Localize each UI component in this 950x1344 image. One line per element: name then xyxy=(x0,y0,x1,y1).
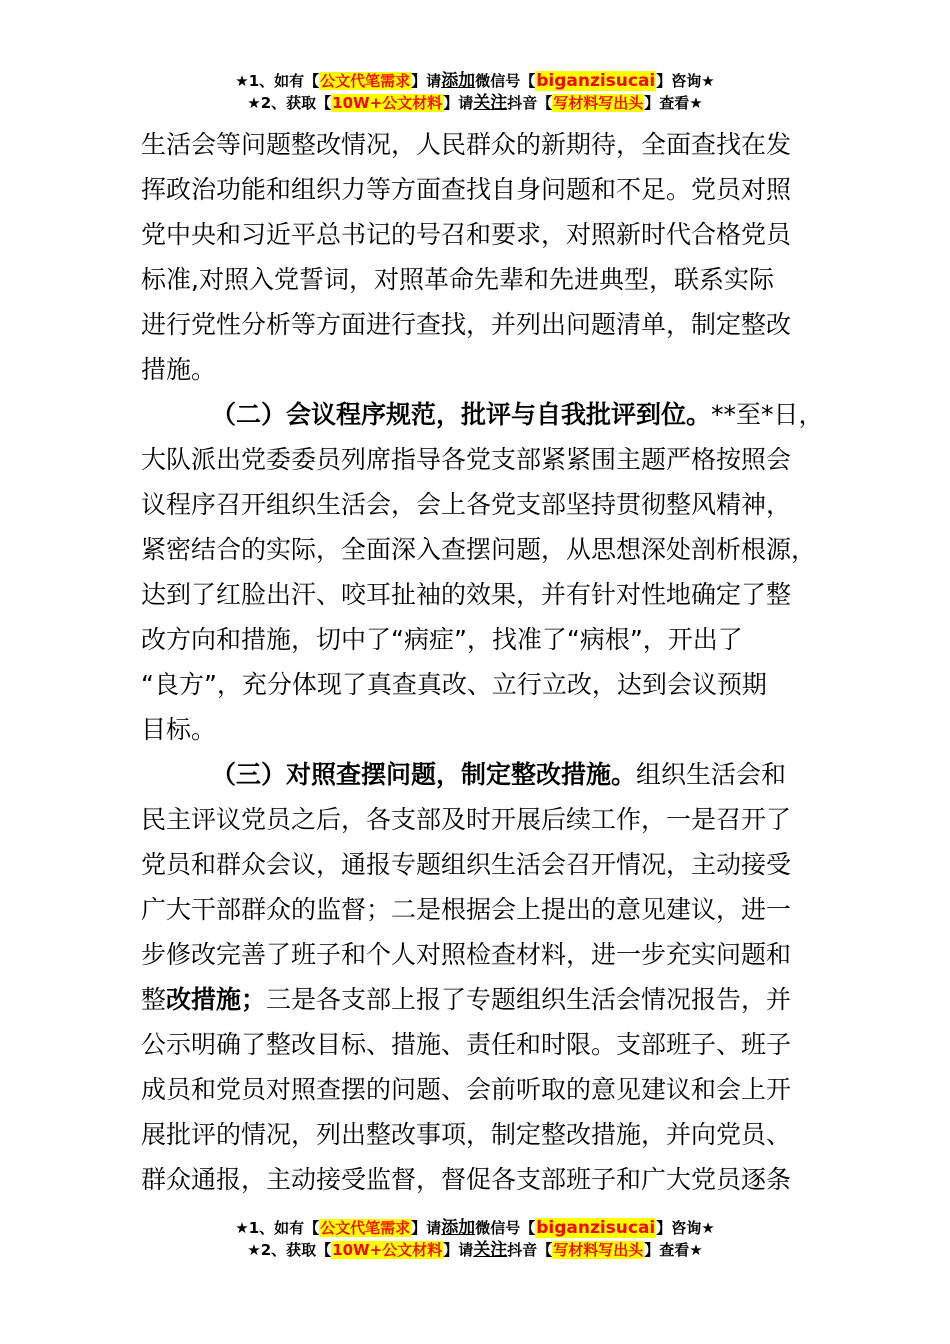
body-line: 标准,对照入党誓词，对照革命先辈和先进典型，联系实际 xyxy=(141,265,774,294)
highlight-wechat-id: biganzisucai xyxy=(536,71,656,91)
header-banner xyxy=(0,70,950,114)
banner-text: 微信号【 xyxy=(475,1219,536,1237)
highlight-service: 公文代笔需求 xyxy=(320,72,411,90)
underlined-follow: 关注 xyxy=(473,93,508,113)
body-line: 公示明确了整改目标、措施、责任和时限。支部班子、班子 xyxy=(141,1030,792,1059)
highlight-wechat-id: biganzisucai xyxy=(536,1218,656,1238)
body-line: 议程序召开组织生活会，会上各党支部坚持贯彻整风精神， xyxy=(141,490,792,519)
body-line: 广大干部群众的监督；二是根据会上提出的意见建议，进一 xyxy=(141,895,792,924)
body-line: 成员和党员对照查摆的问题、会前听取的意见建议和会上开 xyxy=(141,1075,792,1104)
banner-text: ★1、如有【 xyxy=(235,1219,320,1237)
section-2-heading: （二）会议程序规范，批评与自我批评到位。 xyxy=(211,400,712,429)
document-body xyxy=(141,122,824,1202)
banner-text: ★2、获取【 xyxy=(247,94,332,112)
highlight-douyin: 写材料写出头 xyxy=(553,94,644,112)
body-line: 达到了红脸出汗、咬耳扯袖的效果，并有针对性地确定了整 xyxy=(141,580,792,609)
banner-text: ★1、如有【 xyxy=(235,72,320,90)
highlight-douyin: 写材料写出头 xyxy=(553,1241,644,1259)
bold-text: 改措施； xyxy=(166,985,267,1014)
banner-line-2 xyxy=(0,92,950,114)
banner-text: 】请 xyxy=(411,1219,442,1237)
banner-text: 】请 xyxy=(443,94,474,112)
body-line: 党中央和习近平总书记的号召和要求，对照新时代合格党员 xyxy=(141,220,792,249)
banner-text: 】请 xyxy=(443,1241,474,1259)
body-line: 挥政治功能和组织力等方面查找自身问题和不足。党员对照 xyxy=(141,175,792,204)
underlined-add: 添加 xyxy=(441,1218,476,1238)
highlight-service: 公文代笔需求 xyxy=(320,1219,411,1237)
highlight-materials: 10W+公文材料 xyxy=(332,94,443,112)
banner-line-1 xyxy=(0,1217,950,1239)
body-line: 步修改完善了班子和个人对照检查材料，进一步充实问题和 xyxy=(141,940,792,969)
banner-text: 抖音【 xyxy=(507,1241,553,1259)
section-2-first-line xyxy=(141,392,824,437)
banner-text: 】查看★ xyxy=(644,1241,703,1259)
banner-line-1 xyxy=(0,70,950,92)
body-line: 群众通报，主动接受监督，督促各支部班子和广大党员逐条 xyxy=(141,1165,792,1194)
banner-text: 抖音【 xyxy=(507,94,553,112)
body-text: **至*日， xyxy=(711,400,824,429)
footer-banner xyxy=(0,1217,950,1261)
highlight-materials: 10W+公文材料 xyxy=(332,1241,443,1259)
banner-text: 】请 xyxy=(411,72,442,90)
body-line-mixed xyxy=(141,977,821,1022)
banner-text: 】查看★ xyxy=(644,94,703,112)
body-text: 三是各支部上报了专题组织生活会情况报告，并 xyxy=(266,985,792,1014)
underlined-follow: 关注 xyxy=(473,1240,508,1260)
body-text: 组织生活会和 xyxy=(636,760,787,789)
body-text: 整 xyxy=(141,985,167,1014)
body-line: 紧密结合的实际，全面深入查摆问题，从思想深处剖析根源， xyxy=(141,535,817,564)
body-line: 进行党性分析等方面进行查找，并列出问题清单，制定整改 xyxy=(141,310,792,339)
body-line: 措施。 xyxy=(141,355,217,384)
section-3-first-line xyxy=(141,752,821,797)
banner-text: ★2、获取【 xyxy=(247,1241,332,1259)
body-line: “良方”，充分体现了真查真改、立行立改，达到会议预期 xyxy=(141,670,767,699)
banner-line-2 xyxy=(0,1239,950,1261)
body-line: 展批评的情况，列出整改事项，制定整改措施，并向党员、 xyxy=(141,1120,792,1149)
banner-text: 】咨询★ xyxy=(656,72,715,90)
underlined-add: 添加 xyxy=(441,71,476,91)
banner-text: 微信号【 xyxy=(475,72,536,90)
banner-text: 】咨询★ xyxy=(656,1219,715,1237)
section-3-heading: （三）对照查摆问题，制定整改措施。 xyxy=(211,760,637,789)
body-line: 大队派出党委委员列席指导各党支部紧紧围主题严格按照会 xyxy=(141,445,792,474)
body-line: 民主评议党员之后，各支部及时开展后续工作，一是召开了 xyxy=(141,805,792,834)
body-line: 党员和群众会议，通报专题组织生活会召开情况，主动接受 xyxy=(141,850,792,879)
body-line: 目标。 xyxy=(141,715,217,744)
body-line: 改方向和措施，切中了“病症”，找准了“病根”，开出了 xyxy=(141,625,743,654)
body-line: 生活会等问题整改情况，人民群众的新期待，全面查找在发 xyxy=(141,130,792,159)
